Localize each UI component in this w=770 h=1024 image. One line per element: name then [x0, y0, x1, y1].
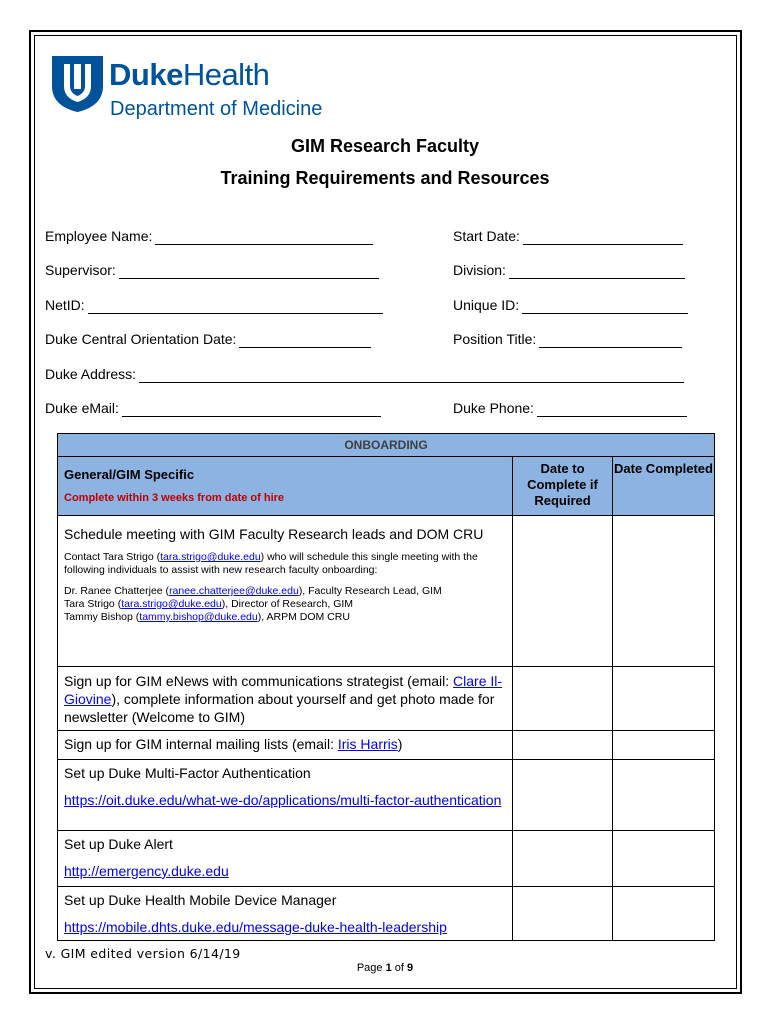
unique-id-field[interactable]: Unique ID:	[453, 296, 688, 314]
task-detail: Contact Tara Strigo (tara.strigo@duke.edu) who will schedule this single meeting with the following individuals to assist with new research faculty onboarding:	[64, 551, 478, 576]
date-completed-cell[interactable]	[613, 760, 715, 831]
task-cell	[58, 831, 513, 887]
task-link[interactable]: https://oit.duke.edu/what-we-do/applications/multi-factor-authentication	[64, 792, 502, 808]
date-completed-cell[interactable]	[613, 887, 715, 941]
task-title: Set up Duke Alert	[64, 836, 173, 852]
duke-address-field[interactable]: Duke Address:	[45, 365, 684, 383]
general-heading: General/GIM Specific	[64, 467, 195, 482]
email-link[interactable]: ranee.chatterjee@duke.edu	[169, 585, 299, 597]
department-name: Department of Medicine	[110, 98, 323, 120]
orientation-date-field[interactable]: Duke Central Orientation Date:	[45, 330, 371, 348]
email-link[interactable]: Clare Il-Giovine	[64, 673, 503, 707]
version-note: v. GIM edited version 6/14/19	[45, 946, 241, 961]
task-title: Set up Duke Health Mobile Device Manager	[64, 892, 337, 908]
duke-phone-field[interactable]: Duke Phone:	[453, 399, 687, 417]
document-title: GIM Research Faculty	[290, 136, 480, 156]
task-cell	[58, 667, 513, 731]
task-cell	[58, 516, 513, 667]
date-required-cell[interactable]	[513, 831, 613, 887]
date-required-cell[interactable]	[513, 887, 613, 941]
table-row	[58, 516, 715, 667]
general-deadline-note: Complete within 3 weeks from date of hire	[64, 492, 285, 504]
table-header-row	[58, 457, 715, 516]
table-row	[58, 887, 715, 941]
netid-field[interactable]: NetID:	[45, 296, 383, 314]
table-row	[58, 731, 715, 760]
date-required-header: Date to Complete if Required	[513, 457, 613, 516]
position-title-field[interactable]: Position Title:	[453, 330, 682, 348]
task-title: Sign up for GIM internal mailing lists (email: Iris Harris)	[64, 736, 403, 752]
table-row	[58, 831, 715, 887]
start-date-field[interactable]: Start Date:	[453, 227, 683, 245]
email-link[interactable]: tara.strigo@duke.edu	[160, 551, 261, 563]
onboarding-section-header: ONBOARDING	[58, 434, 715, 457]
page-number: Page 1 of 9	[356, 962, 414, 974]
email-link[interactable]: Iris Harris	[337, 736, 398, 752]
contact-list	[64, 585, 506, 624]
date-completed-cell[interactable]	[613, 831, 715, 887]
table-row	[58, 760, 715, 831]
date-completed-cell[interactable]	[613, 516, 715, 667]
duke-health-logo	[52, 56, 342, 126]
date-completed-header: Date Completed	[613, 457, 715, 516]
task-cell	[58, 760, 513, 831]
task-title: Set up Duke Multi-Factor Authentication	[64, 765, 311, 781]
email-link[interactable]: tammy.bishop@duke.edu	[139, 611, 258, 623]
brand-name: DukeHealth	[109, 57, 270, 92]
division-field[interactable]: Division:	[453, 261, 685, 279]
task-title: Schedule meeting with GIM Faculty Research leads and DOM CRU	[64, 526, 484, 542]
date-completed-cell[interactable]	[613, 731, 715, 760]
date-required-cell[interactable]	[513, 731, 613, 760]
duke-shield-icon	[52, 56, 103, 112]
contact-item: Tammy Bishop (tammy.bishop@duke.edu), ARPM DOM CRU	[64, 611, 350, 623]
duke-email-field[interactable]: Duke eMail:	[45, 399, 381, 417]
date-required-cell[interactable]	[513, 760, 613, 831]
document-subtitle: Training Requirements and Resources	[220, 168, 550, 188]
employee-name-field[interactable]: Employee Name:	[45, 227, 373, 245]
contact-item: Tara Strigo (tara.strigo@duke.edu), Director of Research, GIM	[64, 598, 354, 610]
email-link[interactable]: tara.strigo@duke.edu	[121, 598, 222, 610]
table-row	[58, 667, 715, 731]
task-cell	[58, 887, 513, 941]
contact-item: Dr. Ranee Chatterjee (ranee.chatterjee@duke.edu), Faculty Research Lead, GIM	[64, 585, 442, 597]
task-link[interactable]: http://emergency.duke.edu	[64, 863, 229, 879]
task-cell	[58, 731, 513, 760]
supervisor-field[interactable]: Supervisor:	[45, 261, 379, 279]
task-link[interactable]: https://mobile.dhts.duke.edu/message-duke-health-leadership	[64, 919, 447, 935]
onboarding-table	[57, 433, 715, 941]
date-required-cell[interactable]	[513, 667, 613, 731]
general-header-cell	[58, 457, 513, 516]
date-required-cell[interactable]	[513, 516, 613, 667]
task-title: Sign up for GIM eNews with communications strategist (email: Clare Il-Giovine), complete information about yourself and get photo made for newsletter (Welcome to GIM)	[64, 673, 503, 725]
date-completed-cell[interactable]	[613, 667, 715, 731]
